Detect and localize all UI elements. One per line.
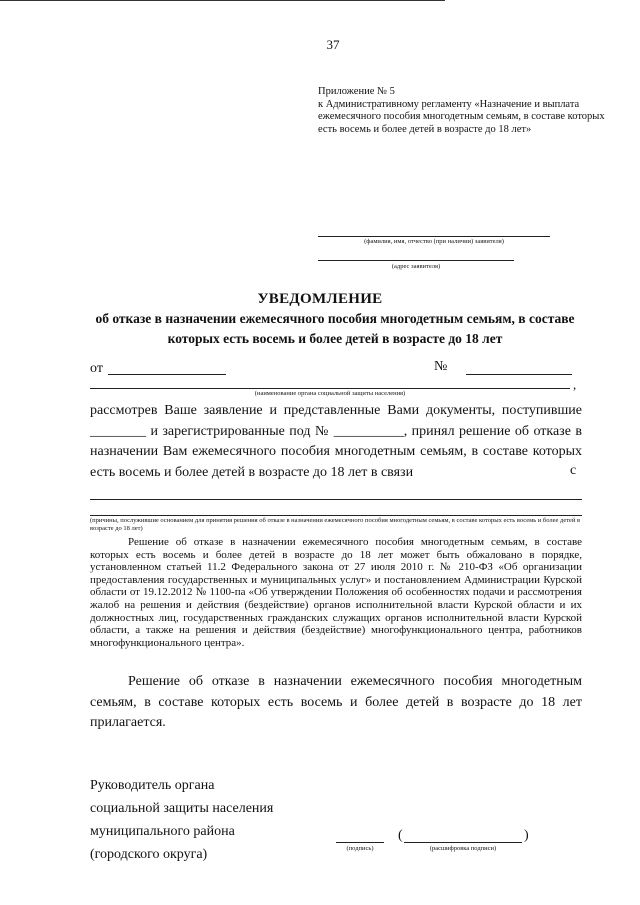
- number-field-line: [466, 374, 572, 375]
- appendix-text: к Административному регламенту «Назначение и выплата ежемесячного пособия многодетным семьям, в составе которых есть восемь и более детей в возрасте до 18 лет»: [318, 98, 605, 135]
- top-border-line: [0, 0, 445, 1]
- document-title: УВЕДОМЛЕНИЕ: [257, 291, 383, 307]
- applicant-name-line: [318, 236, 550, 237]
- decision-paragraph: рассмотрев Ваше заявление и представленные Вами документы, поступившие ________ и зарегистрированные под № __________, принял решение об отказе в назначении Вам ежемесячного пособия многодетным семьям, в составе которых есть восемь и более детей в возрасте до 18 лет в связи: [90, 403, 582, 480]
- decoding-close-paren: ): [524, 828, 529, 843]
- applicant-address-caption: (адрес заявителя): [391, 263, 441, 270]
- reasons-caption: (причины, послужившие основанием для принятия решения об отказе в назначении ежемесячного пособия многодетным семьям, в составе которых есть восемь и более детей в возрасте до 18 лет): [90, 517, 581, 532]
- signature-line-2: социальной защиты населения: [90, 801, 274, 816]
- date-field-line: [108, 374, 226, 375]
- signature-line-4: (городского округа): [90, 847, 208, 862]
- authority-line: [90, 388, 570, 389]
- appeal-paragraph: Решение об отказе в назначении ежемесячного пособия многодетным семьям, в составе которых есть восемь и более детей в возрасте до 18 лет может быть обжаловано в порядке, установленном статьей 11.2 Федерального закона от 27 июля 2010 г. № 210-ФЗ «Об организации предоставления государственных и муниципальных услуг» и постановлением Администрации Курской области от 19.12.2012 № 1100-па «Об утверждении Положения об особенностях подачи и рассмотрения жалоб на решения и действия (бездействие) органов исполнительной власти Курской области и их должностных лиц, государственных гражданских служащих органов исполнительной власти Курской области, а также на решения и действия (бездействие) многофункционального центра, работников многофункционального центра».: [90, 536, 582, 649]
- signature-block: [90, 774, 310, 866]
- signature-field-line: [336, 842, 384, 843]
- appendix-title: Приложение № 5: [318, 86, 395, 97]
- authority-trailing-comma: ,: [573, 377, 577, 392]
- document-subtitle: об отказе в назначении ежемесячного пособия многодетным семьям, в составе которых есть восемь и более детей в возрасте до 18 лет: [95, 311, 575, 346]
- applicant-name-caption: (фамилия, имя, отчество (при наличии) заявителя): [364, 238, 504, 245]
- attached-paragraph: Решение об отказе в назначении ежемесячного пособия многодетным семьям, в составе которых есть восемь и более детей в возрасте до 18 лет прилагается.: [90, 674, 582, 730]
- reasons-line-1: [90, 499, 582, 500]
- appendix-block: [318, 86, 618, 136]
- from-label: от: [90, 361, 103, 376]
- authority-caption: (наименование органа социальной защиты населения): [254, 390, 406, 397]
- applicant-address-line: [318, 260, 514, 261]
- signature-line-1: Руководитель органа: [90, 778, 215, 793]
- decoding-caption: (расшифровка подписи): [429, 845, 497, 852]
- signature-caption: (подпись): [346, 845, 374, 852]
- decision-tail: с: [570, 463, 577, 478]
- decoding-field-line: [404, 842, 522, 843]
- page-number: 37: [326, 37, 340, 52]
- signature-line-3: муниципального района: [90, 824, 235, 839]
- reasons-line-2: [90, 515, 582, 516]
- decoding-open-paren: (: [398, 828, 403, 843]
- number-label: №: [434, 359, 448, 374]
